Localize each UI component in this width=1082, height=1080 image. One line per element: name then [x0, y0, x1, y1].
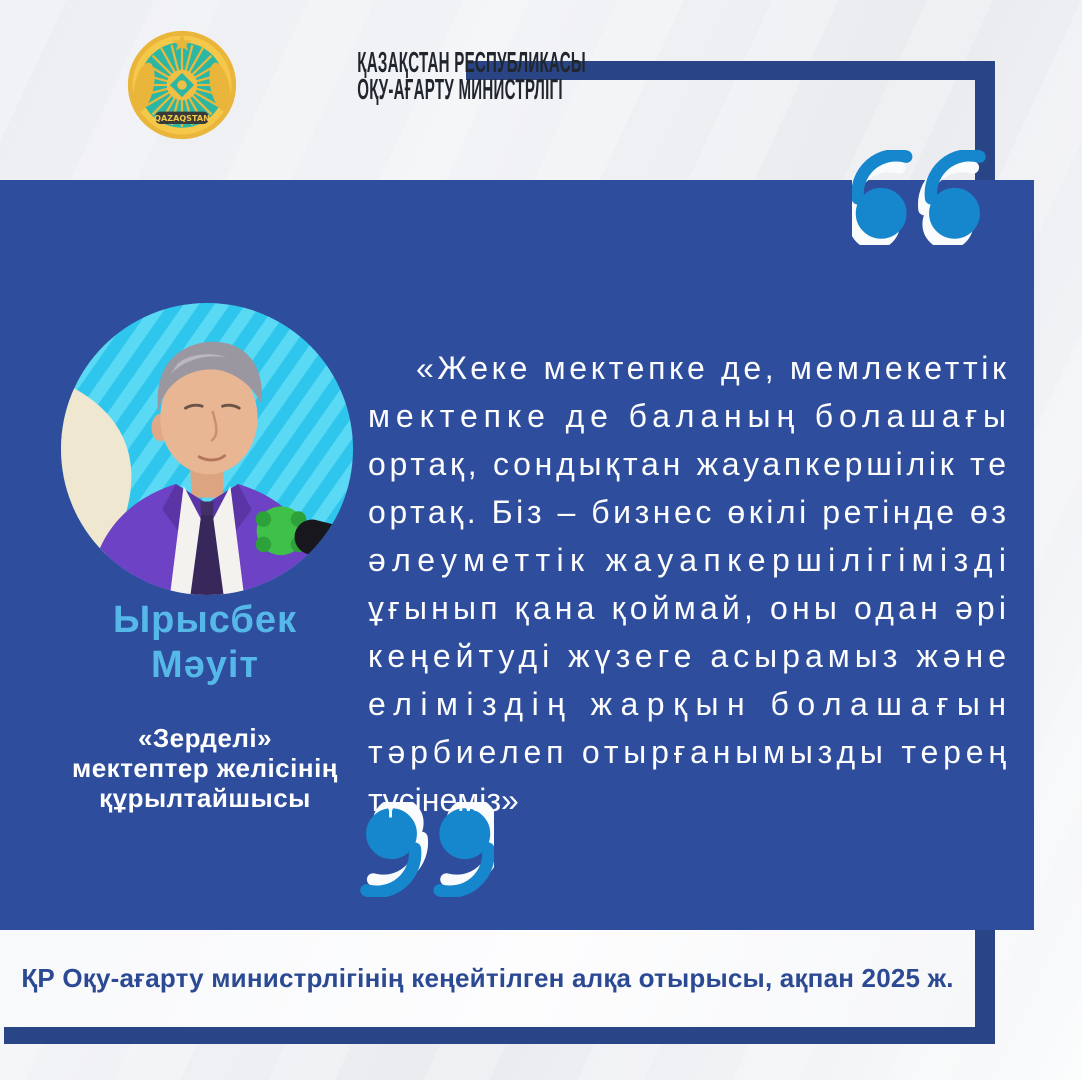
quote-line: ортақ. Біз – бизнес өкілі ретінде өз [368, 494, 1010, 530]
quote-text [368, 344, 1015, 824]
speaker-title-line3: құрылтайшысы [99, 783, 311, 813]
kazakhstan-emblem-icon [125, 28, 239, 142]
emblem-banner-text: QAZAQSTAN [154, 114, 210, 124]
ministry-name-line2: ОҚУ-АҒАРТУ МИНИСТРЛІГІ [357, 73, 563, 106]
speaker-title-line1: «Зерделі» [137, 723, 273, 753]
quote-line: еліміздің жарқын болашағын [368, 686, 1015, 722]
footer-caption: ҚР Оқу-ағарту министрлігінің кеңейтілген алқа отырысы, ақпан 2025 ж. [21, 963, 954, 993]
quote-line: ортақ, сондықтан жауапкершілік те [368, 446, 1010, 482]
footer-band [0, 930, 975, 1027]
speaker-title-line2: мектептер желісінің [71, 753, 338, 783]
quote-line: түсінеміз» [368, 782, 519, 818]
speaker-title [10, 723, 400, 813]
ministry-name [357, 47, 586, 106]
speaker-photo [61, 303, 353, 595]
quote-line: мектепке де баланың болашағы [368, 398, 1012, 434]
quote-card [0, 180, 1034, 930]
speaker-name-line2: Мәуіт [150, 644, 260, 686]
ministry-name-line1: ҚАЗАҚСТАН РЕСПУБЛИКАСЫ [357, 47, 586, 79]
quote-line: кеңейтуді жүзеге асырамыз және [368, 638, 1012, 674]
quote-line: «Жеке мектепке де, мемлекеттік [416, 350, 1010, 386]
quote-line: тәрбиелеп отырғанымызды терең [368, 734, 1011, 770]
speaker-photo-illustration [61, 303, 353, 595]
speaker-name [10, 598, 400, 688]
open-quote-icon [852, 150, 992, 245]
quote-line: ұғынып қана қоймай, оны одан әрі [368, 590, 1011, 626]
quote-line: әлеуметтік жауапкершілігімізді [368, 542, 1013, 578]
accent-bar-bottom [4, 1027, 995, 1044]
speaker-name-line1: Ырысбек [112, 599, 298, 641]
